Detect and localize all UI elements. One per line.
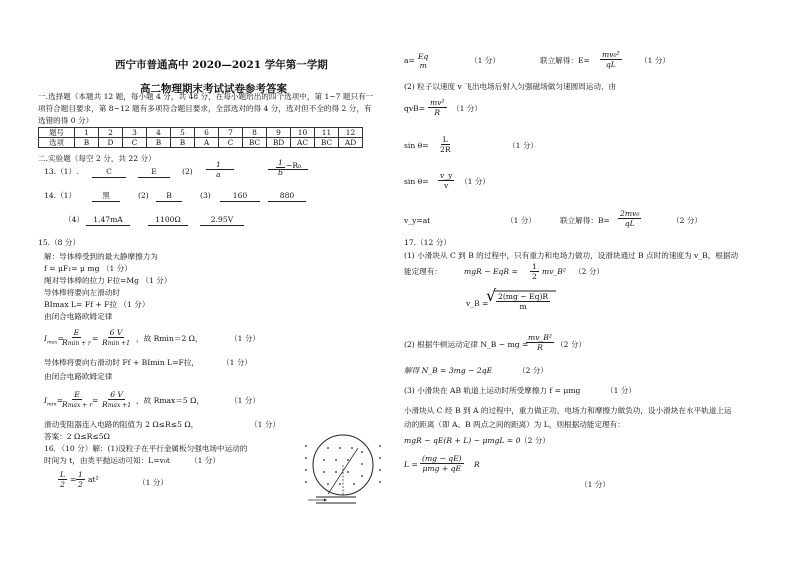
q17-eq4-frac (420, 454, 464, 473)
q13-underline-1 (206, 169, 234, 170)
answer-table (38, 127, 363, 148)
q15-line-5d: 拉 （1 分） (109, 300, 150, 309)
q15-eq2-tail-a: ，故 R (136, 396, 160, 405)
q15-line-1: 解：导体棒受到的最大静摩擦力为 (44, 252, 158, 261)
fraction-denominator: R (537, 343, 543, 352)
fraction-numerator: (mg − qE) (422, 454, 462, 463)
den-part: R (62, 400, 68, 409)
table-cell: 9 (267, 128, 291, 138)
q17-line-5-points: （1 分） (606, 386, 637, 395)
q17-eq1-frac (530, 262, 539, 281)
fraction-numerator: mv² (430, 98, 445, 107)
den-part: R (102, 400, 108, 409)
q15-answer: 答案：2 Ω≤R≤5Ω (44, 432, 110, 441)
fraction-denominator: 2 (532, 272, 537, 281)
q15-eq2-sub: min (47, 401, 57, 408)
arrow-head-icon (324, 499, 327, 502)
den-part: min +1 (107, 340, 130, 347)
q15-eq2-eq: = (56, 396, 63, 405)
q14-label: 14.（1） (44, 191, 77, 200)
q17-line-3-points: （2 分） (556, 340, 587, 349)
table-cell: AD (339, 138, 363, 148)
q15-line-5b: max L= F (52, 300, 91, 309)
section1-intro-line1: 一.选择题（本题共 12 题，每小题 4 分，共 48 分，在每小题给出的四个选项中，第 1~7 题只有一 (38, 92, 374, 101)
table-row-numbers (39, 128, 363, 138)
q15-line-8: 由闭合电路欧姆定律 (44, 372, 113, 381)
fraction-denominator: m (519, 302, 527, 311)
section1-intro-line2: 项符合题目要求，第 8~12 题有多项符合题目要求，全部选对的得 4 分，选对但不全的得 2 分，有 (38, 104, 372, 113)
q16-r6-points: （1 分） (506, 216, 537, 225)
q16-r6b-frac (618, 209, 641, 228)
q16-r4-frac (438, 135, 453, 154)
q16-r3-points: （1 分） (452, 104, 483, 113)
q15-eq2-tail (136, 396, 204, 406)
section2-heading: 二.实验题（每空 2 分，共 22 分） (38, 154, 156, 163)
q15-line-3a: 绳对导体棒的拉力 F (44, 276, 113, 285)
fraction-denominator: μmg + qE (422, 464, 462, 473)
q17-line-6: 小滑块从 C 经 B 到 A 的过程中，重力做正功，电场力和摩擦力做负功，设小滑块在水平轨道上运 (404, 406, 732, 415)
q17-eq3: mgR − qE(R + L) − μmgL = 0 (404, 436, 521, 445)
q17-eq1-points: （2 分） (574, 267, 605, 276)
q15-eq2-frac1 (60, 390, 94, 410)
q16-r1b-label: 联立解得：E= (540, 56, 590, 65)
den-part: max +1 (107, 402, 132, 409)
fraction-denominator: a (216, 170, 221, 179)
q16-eq2-frac2 (76, 470, 85, 489)
q13-underline-2 (268, 169, 308, 170)
q13-answer-2: E (138, 167, 170, 178)
q15-line-2: f = μF₁= μ mg （1 分） (44, 264, 132, 273)
q16-r5-left: sin θ= (404, 177, 429, 186)
q15-eq2-frac2 (100, 390, 133, 410)
q17-eq4-left: L = (404, 460, 418, 469)
q15-eq1-points: （1 分） (230, 334, 261, 343)
fraction-denominator (60, 338, 93, 348)
q16-r1-left: a= (404, 56, 415, 65)
q14-part2-label: (2) (138, 191, 149, 200)
q15-eq1-sub: max (47, 339, 58, 346)
fraction-denominator (100, 400, 133, 410)
q16-r4-points: （1 分） (508, 141, 539, 150)
q15-line-7a: 导体棒将要向右滑动时 F (44, 358, 128, 367)
q16-r1b-frac (600, 50, 622, 69)
q17-eq1-tail: mv_B² (542, 267, 566, 276)
fraction-numerator: 1 (532, 262, 537, 271)
q17-eq4-tail: R (474, 460, 480, 469)
q16-r6b-points: （2 分） (672, 216, 703, 225)
fraction-denominator: m (419, 61, 427, 70)
q16-r1-points: （1 分） (470, 56, 501, 65)
table-cell: 3 (123, 128, 147, 138)
exam-title: 西宁市普通高中 2020—2021 学年第一学期 (115, 59, 328, 71)
q16-r6b-label: 联立解得：B= (560, 216, 610, 225)
q16-r3-frac (428, 98, 447, 117)
fraction-numerator: 1 (216, 160, 221, 169)
sqrt-icon: √ (486, 286, 497, 305)
table-header-answer: 选项 (39, 138, 75, 148)
q14-answer-4: 880 (268, 191, 306, 202)
q15-eq1-frac2 (100, 328, 132, 348)
fraction-denominator: 2 (60, 480, 65, 489)
q16-r5-frac (438, 171, 454, 190)
section1-intro-line3: 选错的得 0 分） (38, 116, 94, 125)
table-cell: BC (243, 138, 267, 148)
q15-eq1-tail-b: min＝2 Ω， (159, 334, 203, 343)
q15-eq2-mid: = (92, 396, 99, 405)
q14-part4-label: （4） (64, 215, 85, 224)
q15-line-9-points: （1 分） (250, 420, 281, 429)
q17-line-7: 动的距离（即 A、B 两点之间的距离）为 L，则根据动能定理有： (404, 420, 625, 429)
q15-line-5a: BI (44, 300, 53, 309)
q14-part3-label: (3) (200, 191, 211, 200)
q15-label: 15.（8 分） (38, 238, 81, 247)
q16-r5-points: （1 分） (460, 177, 491, 186)
table-cell: BC (315, 138, 339, 148)
q15-eq2-i: I (44, 396, 47, 405)
fraction-denominator: qL (624, 219, 635, 228)
table-cell: AC (291, 138, 315, 148)
table-cell: 1 (75, 128, 99, 138)
fraction-numerator: 1 (278, 158, 283, 167)
q17-eq3-points: （2 分） (520, 436, 551, 445)
table-cell: B (75, 138, 99, 148)
den-part: R (102, 338, 108, 347)
table-cell: 2 (99, 128, 123, 138)
table-cell: B (171, 138, 195, 148)
q15-line-6: 由闭合电路欧姆定律 (44, 312, 113, 321)
q17-line-4: 解得 N_B = 3mg − 2qE (404, 366, 493, 375)
q16-diagram (298, 428, 388, 508)
table-cell: 5 (171, 128, 195, 138)
q15-line-7d: 拉， (183, 358, 200, 367)
table-cell: 12 (339, 128, 363, 138)
fraction-denominator (60, 400, 94, 410)
q13-answer-1: C (92, 167, 126, 178)
q17-line-5: (3) 小滑块在 AB 轨道上运动时所受摩擦力 f = μmg (404, 386, 581, 395)
table-cell: C (123, 138, 147, 148)
den-part: R (62, 338, 68, 347)
q14-answer-6: 1100Ω (148, 215, 188, 226)
q13-fraction-2 (276, 158, 285, 177)
table-cell: A (195, 138, 219, 148)
fraction-numerator: 6 V (110, 390, 123, 399)
q16-r1-frac (416, 52, 430, 70)
table-cell: 6 (195, 128, 219, 138)
den-part: max + r (67, 402, 93, 409)
fraction-numerator: L (442, 135, 448, 144)
fraction-numerator: mv_B² (528, 333, 552, 342)
q15-line-7-points: （1 分） (222, 358, 253, 367)
q15-eq1-tail (136, 334, 203, 344)
q14-answer-2: B (156, 191, 182, 202)
q15-line-7c: min L=F (150, 358, 184, 367)
q16-label: 16．（10 分）解：(1)设粒子在平行金属板匀强电场中运动的 (44, 444, 248, 453)
fraction-denominator: 2R (440, 145, 451, 154)
fraction-denominator: v (444, 181, 449, 190)
q16-r4-left: sin θ= (404, 141, 429, 150)
fraction-numerator: v_y (440, 171, 453, 180)
fraction-numerator: Eq (418, 52, 429, 61)
q14-answer-7: 2.95V (200, 215, 244, 226)
q17-eq2-frac (496, 292, 550, 311)
q15-line-3b: 拉=Mg （1 分） (112, 276, 172, 285)
fraction-numerator: 2mv₀ (620, 209, 640, 218)
q15-line-5c: f + F (90, 300, 110, 309)
q17-eq2-left: v_B = (466, 299, 489, 308)
fraction-denominator: R (434, 108, 441, 117)
table-cell: B (147, 138, 171, 148)
q15-line-4: 导体棒将要向左滑动时 (44, 288, 120, 297)
fraction-numerator: E (73, 328, 80, 337)
q13-label: 13.（1）. (44, 167, 79, 176)
fraction-denominator: 2 (78, 480, 83, 489)
fraction-denominator: qL (605, 60, 616, 69)
fraction-denominator (100, 338, 132, 348)
fraction-numerator: 6 V (109, 328, 123, 337)
q17-line-1: (1) 小滑块从 C 到 B 的过程中，只有重力和电场力做功，设滑块通过 B 点时的速度为 v_B，根据动 (404, 251, 739, 260)
fraction-denominator: b (278, 168, 283, 177)
q15-eq1-tail-a: ，故 R (136, 334, 160, 343)
q15-line-7b: f + BI (127, 358, 151, 367)
q16-r1b-points: （1 分） (640, 56, 671, 65)
table-cell: BD (267, 138, 291, 148)
fraction-numerator: E (74, 390, 80, 399)
table-cell: C (219, 138, 243, 148)
q17-line-3: (2) 根据牛顿运动定律 N_B − mg = (404, 340, 529, 349)
q15-line-5 (44, 300, 149, 310)
q13-answer-4-tail: −R₀ (286, 161, 302, 170)
q16-eq2-points: （1 分） (138, 478, 169, 487)
q14-answer-1: 黑 (92, 191, 120, 202)
q16-r2: (2) 粒子以速度 v 飞出电场后射入匀强磁场做匀速圆周运动，由 (404, 82, 617, 91)
fraction-numerator: L (60, 470, 66, 479)
q17-line-3-frac (526, 333, 554, 352)
answer-key-title: 高二物理期末考试试卷参考答案 (140, 83, 287, 95)
q17-sqrt-bar (494, 290, 556, 292)
q17-line-2: 能定理有： (404, 267, 442, 276)
q15-line-3 (44, 276, 171, 286)
table-cell: 4 (147, 128, 171, 138)
den-part: min + r (67, 340, 91, 347)
q16-eq2-frac1 (58, 470, 67, 489)
q15-eq1-frac1 (57, 328, 93, 348)
q17-eq1-left: mgR − EqR = (464, 267, 518, 276)
q16-line-2: 时间为 t，由类平抛运动可知：L=v₀t (44, 456, 170, 465)
q15-line-9: 滑动变阻器连入电路的阻值为 2 Ω≤R≤5 Ω， (44, 420, 199, 429)
q14-answer-5: 1.47mA (86, 215, 130, 226)
fraction-numerator: 2(mg − Eq)R (498, 292, 549, 301)
q16-r3-left: qvB= (404, 104, 426, 113)
table-cell: D (99, 138, 123, 148)
table-header-number: 题号 (39, 128, 75, 138)
q15-eq2-tail-b: max＝5 Ω， (159, 396, 205, 405)
fraction-numerator: mv₀² (602, 50, 620, 59)
q17-line-4-points: （2 分） (518, 366, 549, 375)
q16-line-2-points: （1 分） (190, 456, 221, 465)
q15-eq1-eq: = (57, 334, 64, 343)
fraction-numerator: 1 (78, 470, 83, 479)
q16-eq2-equals: = (70, 475, 77, 484)
table-cell: 7 (219, 128, 243, 138)
q13-part2-label: (2) (182, 167, 193, 176)
table-cell: 10 (291, 128, 315, 138)
q14-answer-3: 160 (220, 191, 260, 202)
q15-eq1-i: I (44, 334, 47, 343)
q16-r6-left: v_y=at (404, 216, 431, 225)
table-row-answers (39, 138, 363, 148)
q15-line-7 (44, 358, 199, 368)
table-cell: 11 (315, 128, 339, 138)
q15-eq2-points: （1 分） (230, 396, 261, 405)
table-cell: 8 (243, 128, 267, 138)
q15-eq1-mid: = (92, 334, 99, 343)
q16-eq2-tail: at² (88, 475, 99, 484)
q17-label: 17.（12 分） (404, 238, 451, 247)
q17-eq4-points: （1 分） (580, 480, 611, 489)
